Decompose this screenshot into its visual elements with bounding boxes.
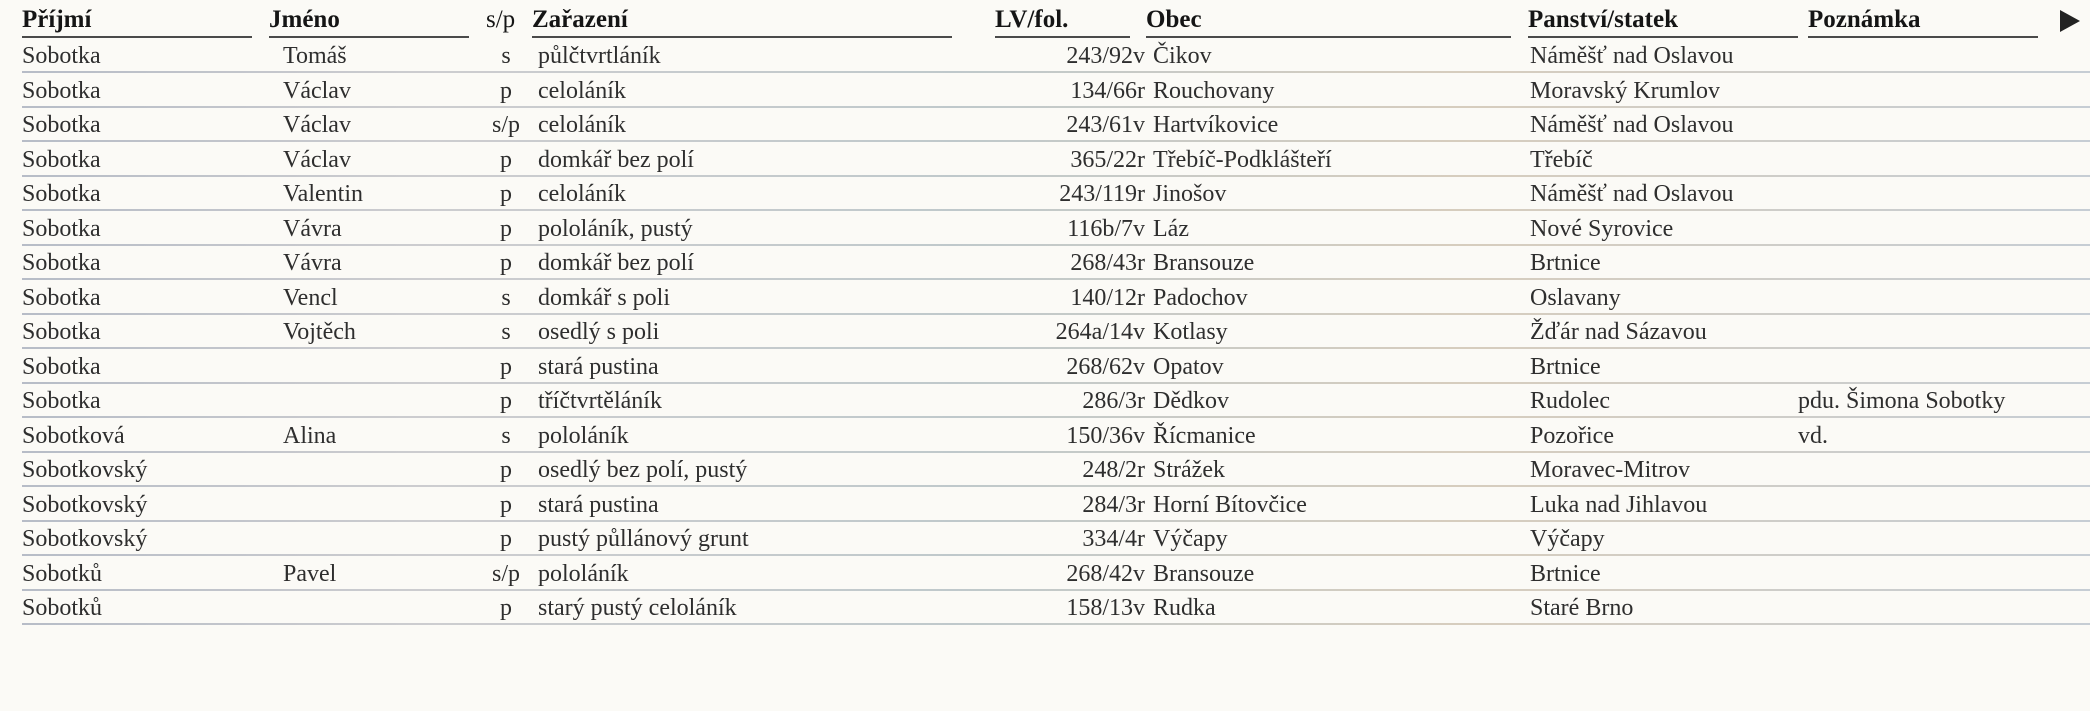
cell-name: Václav — [283, 112, 351, 138]
cell-sp: p — [500, 526, 512, 552]
cell-sp: p — [500, 146, 512, 173]
cell-panstvi: Žďár nad Sázavou — [1530, 319, 1707, 345]
cell-sp: p — [500, 491, 512, 518]
cell-sp: p — [500, 353, 512, 380]
table-row — [0, 109, 2090, 142]
header-underline — [22, 36, 252, 38]
cell-classification: pustý půllánový grunt — [538, 526, 749, 552]
cell-surname: Sobotkovský — [22, 526, 148, 552]
table-row — [0, 316, 2090, 349]
cell-obec: Hartvíkovice — [1153, 112, 1279, 138]
header-underline — [995, 36, 1130, 38]
cell-classification: domkář bez polí — [538, 146, 694, 173]
cell-panstvi: Náměšť nad Oslavou — [1530, 43, 1734, 69]
cell-surname: Sobotka — [22, 388, 101, 414]
cell-sp: s — [501, 284, 511, 311]
cell-lv: 140/12r — [1070, 284, 1145, 311]
cell-sp: s — [501, 43, 511, 69]
cell-obec: Bransouze — [1153, 560, 1255, 587]
cell-surname: Sobotkovský — [22, 457, 148, 483]
header-underline — [1146, 36, 1511, 38]
cell-obec: Opatov — [1153, 353, 1224, 380]
header-underline — [1528, 36, 1798, 38]
cell-name: Tomáš — [283, 43, 347, 69]
cell-name: Pavel — [283, 560, 337, 587]
cell-obec: Bransouze — [1153, 250, 1255, 276]
cell-lv: 286/3r — [1082, 388, 1145, 414]
cell-sp: p — [500, 595, 512, 621]
cell-panstvi: Pozořice — [1530, 422, 1614, 449]
cell-classification: stará pustina — [538, 353, 659, 380]
cell-panstvi: Brtnice — [1530, 560, 1601, 587]
cell-surname: Sobotkovský — [22, 491, 148, 518]
cell-classification: tříčtvrtěláník — [538, 388, 662, 414]
header-underline — [532, 36, 952, 38]
cell-obec: Kotlasy — [1153, 319, 1228, 345]
cell-lv: 268/42v — [1066, 560, 1145, 587]
cell-note: pdu. Šimona Sobotky — [1798, 388, 2006, 414]
cell-sp: s — [501, 422, 511, 449]
cell-obec: Čikov — [1153, 43, 1212, 69]
cell-sp: p — [500, 181, 512, 207]
cell-sp: p — [500, 77, 512, 104]
cell-surname: Sobotka — [22, 77, 101, 104]
header-note: Poznámka — [1808, 6, 1921, 33]
cell-sp: s — [501, 319, 511, 345]
table-row — [0, 420, 2090, 453]
cell-panstvi: Moravec-Mitrov — [1530, 457, 1690, 483]
cell-classification: domkář s poli — [538, 284, 670, 311]
cell-panstvi: Oslavany — [1530, 284, 1621, 311]
cell-surname: Sobotka — [22, 43, 101, 69]
header-lv: LV/fol. — [995, 6, 1069, 33]
cell-classification: celoláník — [538, 77, 626, 104]
cell-lv: 243/92v — [1066, 43, 1145, 69]
table-row — [0, 523, 2090, 556]
header-classification: Zařazení — [532, 6, 628, 33]
cell-name: Vávra — [283, 250, 342, 276]
cell-obec: Rouchovany — [1153, 77, 1275, 104]
cell-note: vd. — [1798, 422, 1828, 449]
cell-sp: p — [500, 457, 512, 483]
cell-panstvi: Třebíč — [1530, 146, 1593, 173]
cell-surname: Sobotka — [22, 181, 101, 207]
cell-lv: 284/3r — [1082, 491, 1145, 518]
cell-panstvi: Náměšť nad Oslavou — [1530, 181, 1734, 207]
cell-classification: půlčtvrtláník — [538, 43, 661, 69]
table-header — [0, 0, 2090, 38]
cell-surname: Sobotků — [22, 560, 103, 587]
cell-panstvi: Brtnice — [1530, 353, 1601, 380]
cell-surname: Sobotka — [22, 284, 101, 311]
cell-obec: Jinošov — [1153, 181, 1227, 207]
cell-name: Alina — [283, 422, 337, 449]
cell-surname: Sobotka — [22, 250, 101, 276]
table-row — [0, 454, 2090, 487]
cell-obec: Horní Bítovčice — [1153, 491, 1307, 518]
cell-name: Valentin — [283, 181, 363, 207]
cell-surname: Sobotka — [22, 319, 101, 345]
cell-name: Václav — [283, 146, 351, 173]
cell-classification: domkář bez polí — [538, 250, 694, 276]
cell-surname: Sobotka — [22, 112, 101, 138]
cell-name: Vencl — [283, 284, 338, 311]
cell-panstvi: Rudolec — [1530, 388, 1610, 414]
cell-panstvi: Luka nad Jihlavou — [1530, 491, 1708, 518]
cell-obec: Řícmanice — [1153, 422, 1256, 449]
table-row — [0, 351, 2090, 384]
cell-obec: Padochov — [1153, 284, 1248, 311]
cell-sp: p — [500, 250, 512, 276]
cell-obec: Dědkov — [1153, 388, 1229, 414]
cell-panstvi: Výčapy — [1530, 526, 1605, 552]
table-row — [0, 489, 2090, 522]
cell-surname: Sobotka — [22, 215, 101, 242]
table-row — [0, 592, 2090, 625]
header-name: Jméno — [269, 6, 340, 33]
play-arrow-icon[interactable] — [2060, 10, 2080, 32]
table-row — [0, 385, 2090, 418]
cell-panstvi: Moravský Krumlov — [1530, 77, 1720, 104]
cell-surname: Sobotková — [22, 422, 125, 449]
cell-obec: Láz — [1153, 215, 1189, 242]
cell-sp: p — [500, 215, 512, 242]
cell-name: Václav — [283, 77, 351, 104]
cell-name: Vojtěch — [283, 319, 356, 345]
cell-classification: celoláník — [538, 112, 626, 138]
header-obec: Obec — [1146, 6, 1202, 33]
cell-obec: Strážek — [1153, 457, 1225, 483]
cell-lv: 116b/7v — [1067, 215, 1145, 242]
cell-lv: 268/43r — [1070, 250, 1145, 276]
table-row — [0, 178, 2090, 211]
cell-classification: celoláník — [538, 181, 626, 207]
cell-obec: Výčapy — [1153, 526, 1228, 552]
header-sp: s/p — [486, 6, 516, 33]
cell-classification: pololáník, pustý — [538, 215, 693, 242]
cell-lv: 334/4r — [1082, 526, 1145, 552]
table-row — [0, 144, 2090, 177]
table-row — [0, 213, 2090, 246]
table-row — [0, 247, 2090, 280]
header-surname: Příjmí — [22, 6, 92, 33]
cell-lv: 248/2r — [1082, 457, 1145, 483]
cell-sp: p — [500, 388, 512, 414]
cell-panstvi: Brtnice — [1530, 250, 1601, 276]
cell-lv: 268/62v — [1066, 353, 1145, 380]
cell-lv: 243/119r — [1059, 181, 1145, 207]
cell-lv: 365/22r — [1070, 146, 1145, 173]
table-row — [0, 40, 2090, 73]
cell-classification: osedlý bez polí, pustý — [538, 457, 748, 483]
cell-obec: Třebíč-Podklášteří — [1153, 146, 1332, 173]
header-panstvi: Panství/statek — [1528, 6, 1678, 33]
cell-surname: Sobotka — [22, 146, 101, 173]
cell-classification: osedlý s poli — [538, 319, 660, 345]
cell-classification: pololáník — [538, 560, 629, 587]
cell-surname: Sobotků — [22, 595, 103, 621]
cell-sp: s/p — [491, 112, 520, 138]
cell-classification: stará pustina — [538, 491, 659, 518]
cell-lv: 134/66r — [1070, 77, 1145, 104]
cell-surname: Sobotka — [22, 353, 101, 380]
table-row — [0, 75, 2090, 108]
header-underline — [269, 36, 469, 38]
cell-lv: 158/13v — [1066, 595, 1145, 621]
header-underline — [1808, 36, 2038, 38]
cell-lv: 150/36v — [1066, 422, 1145, 449]
cell-classification: starý pustý celoláník — [538, 595, 737, 621]
cell-panstvi: Náměšť nad Oslavou — [1530, 112, 1734, 138]
table-row — [0, 282, 2090, 315]
cell-name: Vávra — [283, 215, 342, 242]
cell-sp: s/p — [491, 560, 520, 587]
cell-lv: 243/61v — [1066, 112, 1145, 138]
cell-lv: 264a/14v — [1055, 319, 1145, 345]
cell-panstvi: Staré Brno — [1530, 595, 1634, 621]
cell-obec: Rudka — [1153, 595, 1216, 621]
cell-classification: pololáník — [538, 422, 629, 449]
table-row — [0, 558, 2090, 591]
cell-panstvi: Nové Syrovice — [1530, 215, 1674, 242]
